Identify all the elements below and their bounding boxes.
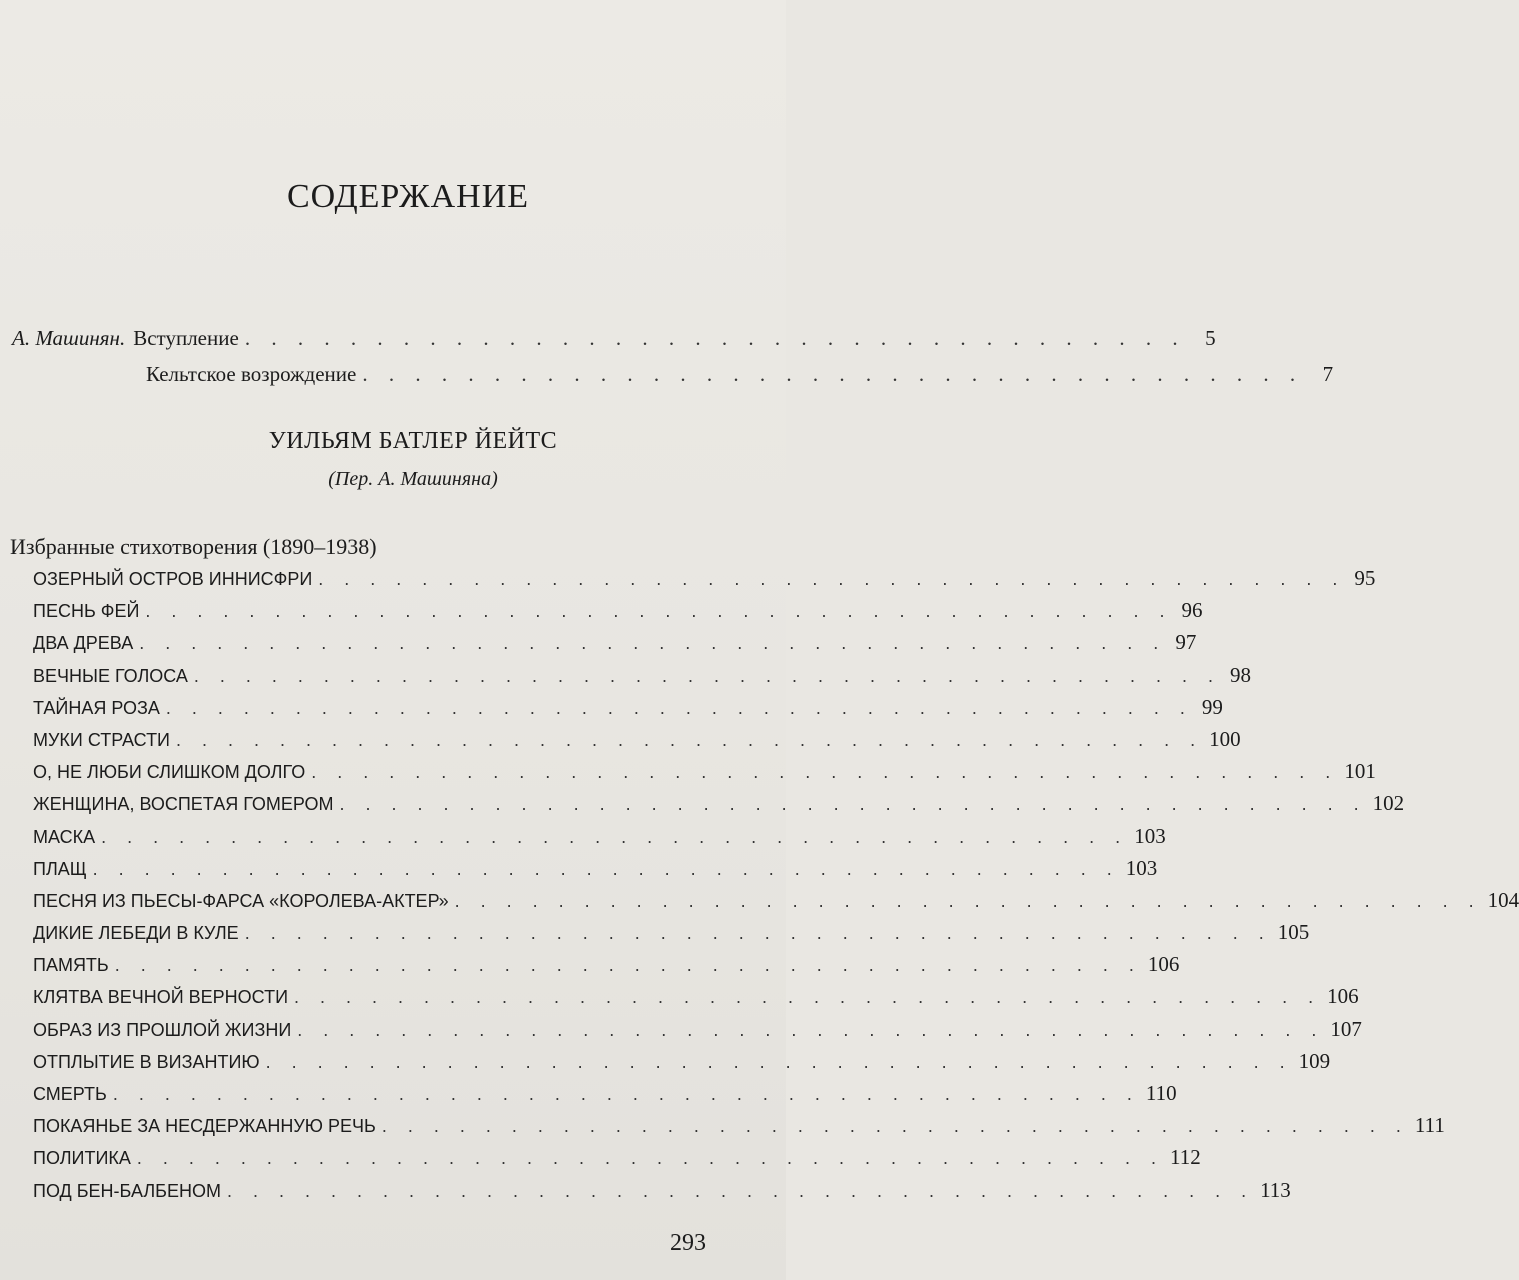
toc-entry xyxy=(33,1145,1201,1177)
toc-entry-intro xyxy=(12,326,1216,356)
toc-entry-page: 107 xyxy=(1330,1016,1362,1041)
toc-entry xyxy=(33,1177,1291,1210)
toc-entry-label: МАСКА xyxy=(33,826,96,847)
toc-entry-page: 97 xyxy=(1175,630,1197,655)
leader-dots: . . . . . . . . . . . . . . . . . . . . . . . . . . . . . . . . . . . . . . . . xyxy=(381,1116,1409,1137)
toc-entry xyxy=(33,855,1158,888)
page-title: СОДЕРЖАНИЕ xyxy=(286,178,530,215)
toc-entry xyxy=(33,1048,1331,1081)
leader-dots: . . . . . . . . . . . . . . . . . . . . . . . . . . . . . . . . . . . . . . . . xyxy=(101,826,1129,847)
toc-entry-page: 96 xyxy=(1181,598,1203,623)
toc-entry-page: 98 xyxy=(1230,662,1251,687)
leader-dots: . . . . . . . . . . . . . . . . . . . . . . . . . . . . . . . . . . . . . . . . xyxy=(114,955,1142,976)
toc-entry-label: КЛЯТВА ВЕЧНОЙ ВЕРНОСТИ xyxy=(33,987,289,1008)
toc-entry-page: 105 xyxy=(1277,920,1310,945)
toc-entry xyxy=(33,662,1251,695)
leader-dots: . . . . . . . . . . . . . . . . . . . . . . . . . . . . . . . . . . . . . . . . xyxy=(136,1148,1164,1169)
toc-entry-page: 103 xyxy=(1134,823,1166,848)
leader-dots: . . . . . . . . . . . . . . . . . . . . . . . . . . . . . . . . . . . . . . . . xyxy=(339,794,1367,815)
toc-entry-label: СМЕРТЬ xyxy=(33,1084,107,1104)
toc-entry xyxy=(33,1081,1177,1113)
toc-entry-label: ПОД БЕН-БАЛБЕНОМ xyxy=(33,1180,221,1201)
toc-entry-label: ДВА ДРЕВА xyxy=(33,633,134,654)
toc-entry-label: ПОЛИТИКА xyxy=(33,1148,131,1169)
toc-entry-label: ПЛАЩ xyxy=(33,858,87,879)
toc-entry xyxy=(33,920,1310,952)
toc-entry-celtic xyxy=(146,362,1334,392)
toc-entry xyxy=(33,1113,1445,1145)
toc-entry-label: ОБРАЗ ИЗ ПРОШЛОЙ ЖИЗНИ xyxy=(33,1019,292,1040)
intro-item-label: Вступление xyxy=(133,326,239,350)
toc-entry-label: О, НЕ ЛЮБИ СЛИШКОМ ДОЛГО xyxy=(33,762,306,783)
leader-dots: . . . . . . . . . . . . . . . . . . . . . . . . . . . . . . . . . . . . . . . . xyxy=(145,601,1173,622)
toc-entry-label: ПЕСНЬ ФЕЙ xyxy=(33,601,140,622)
leader-dots: . . . . . . . . . . . . . . . . . . . . . . . . . . . . . . . . . . . . . . . . xyxy=(311,762,1339,783)
leader-dots: . . . . . . . . . . . . . . . . . . . . . . . . . . . . . . . . . . . . . . . . xyxy=(193,665,1221,686)
toc-entry-label: Кельтское возрождение xyxy=(146,362,357,386)
toc-entry-page: 101 xyxy=(1344,759,1376,784)
leader-dots: . . . . . . . . . . . . . . . . . . . . . . . . . . . . . . . . . . . . . . . . xyxy=(112,1084,1140,1104)
toc-entry xyxy=(33,566,1376,598)
intro-author: А. Машинян. xyxy=(12,326,126,350)
toc-entry-page: 106 xyxy=(1147,952,1180,977)
toc-entry xyxy=(33,694,1223,727)
leader-dots: . . . . . . . . . . . . . . . . . . . . . . . . . . . . . . . . . . . . xyxy=(244,326,1186,350)
toc-entry-page: 103 xyxy=(1125,855,1158,880)
toc-entry-label: ВЕЧНЫЕ ГОЛОСА xyxy=(33,665,188,686)
leader-dots: . . . . . . . . . . . . . . . . . . . . . . . . . . . . . . . . . . . . . . . . xyxy=(297,1019,1325,1040)
toc-entry-page: 110 xyxy=(1145,1081,1177,1105)
toc-entry-label: ПОКАЯНЬЕ ЗА НЕСДЕРЖАННУЮ РЕЧЬ xyxy=(33,1116,376,1137)
toc-entry-label xyxy=(12,326,239,351)
toc-entry-label: ЖЕНЩИНА, ВОСПЕТАЯ ГОМЕРОМ xyxy=(33,794,334,815)
toc-entry xyxy=(33,823,1166,856)
leader-dots: . . . . . . . . . . . . . . . . . . . . . . . . . . . . . . . . . . . . xyxy=(362,362,1304,386)
toc-entry xyxy=(33,759,1376,791)
poet-heading: УИЛЬЯМ БАТЛЕР ЙЕЙТС xyxy=(268,428,558,454)
leader-dots: . . . . . . . . . . . . . . . . . . . . . . . . . . . . . . . . . . . . . . . . xyxy=(139,633,1167,654)
toc-entry xyxy=(33,887,1519,920)
toc-entry-page: 95 xyxy=(1354,566,1376,590)
toc-entry-page: 111 xyxy=(1414,1113,1445,1138)
toc-entry xyxy=(33,952,1180,984)
toc-entry-page: 99 xyxy=(1201,694,1223,719)
leader-dots: . . . . . . . . . . . . . . . . . . . . . . . . . . . . . . . . . . . . . . . . xyxy=(265,1051,1293,1072)
toc-entry xyxy=(33,791,1405,823)
toc-entry-label: ДИКИЕ ЛЕБЕДИ В КУЛЕ xyxy=(33,923,239,944)
toc-entry-label: ТАЙНАЯ РОЗА xyxy=(33,697,160,718)
toc-entry xyxy=(33,598,1203,630)
leader-dots: . . . . . . . . . . . . . . . . . . . . . . . . . . . . . . . . . . . . . . . . xyxy=(454,890,1482,911)
toc-entry-page: 100 xyxy=(1209,726,1241,751)
leader-dots: . . . . . . . . . . . . . . . . . . . . . . . . . . . . . . . . . . . . . . . . xyxy=(165,697,1193,718)
leader-dots: . . . . . . . . . . . . . . . . . . . . . . . . . . . . . . . . . . . . . . . . xyxy=(92,858,1120,879)
toc-entry-page: 104 xyxy=(1487,887,1519,912)
leader-dots: . . . . . . . . . . . . . . . . . . . . . . . . . . . . . . . . . . . . . . . . xyxy=(318,569,1346,589)
translator-note: (Пер. А. Машиняна) xyxy=(328,468,498,490)
toc-entry xyxy=(33,1016,1362,1049)
poem-list xyxy=(33,566,1519,1210)
section-title: Избранные стихотворения (1890–1938) xyxy=(10,534,377,559)
toc-entry-page: 113 xyxy=(1260,1177,1291,1202)
toc-entry-label: ПЕСНЯ ИЗ ПЬЕСЫ-ФАРСА «КОРОЛЕВА-АКТЕР» xyxy=(33,890,449,911)
page-number: 293 xyxy=(670,1230,706,1256)
leader-dots: . . . . . . . . . . . . . . . . . . . . . . . . . . . . . . . . . . . . . . . . xyxy=(244,923,1272,944)
toc-entry-page: 106 xyxy=(1327,984,1359,1009)
toc-entry-label: МУКИ СТРАСТИ xyxy=(33,729,170,750)
toc-entry-label: ПАМЯТЬ xyxy=(33,955,109,976)
toc-entry-label: ОЗЕРНЫЙ ОСТРОВ ИННИСФРИ xyxy=(33,569,313,589)
toc-entry xyxy=(33,726,1241,759)
toc-entry-page: 109 xyxy=(1298,1048,1331,1073)
toc-entry-label: ОТПЛЫТИЕ В ВИЗАНТИЮ xyxy=(33,1051,260,1072)
toc-entry-page: 102 xyxy=(1372,791,1405,816)
leader-dots: . . . . . . . . . . . . . . . . . . . . . . . . . . . . . . . . . . . . . . . . xyxy=(227,1180,1255,1201)
toc-entry xyxy=(33,984,1359,1016)
leader-dots: . . . . . . . . . . . . . . . . . . . . . . . . . . . . . . . . . . . . . . . . xyxy=(294,987,1322,1008)
toc-entry xyxy=(33,630,1197,662)
leader-dots: . . . . . . . . . . . . . . . . . . . . . . . . . . . . . . . . . . . . . . . . xyxy=(176,729,1204,750)
toc-entry-page: 112 xyxy=(1170,1145,1201,1170)
toc-entry-page: 7 xyxy=(1322,362,1334,386)
toc-entry-page: 5 xyxy=(1205,326,1216,350)
